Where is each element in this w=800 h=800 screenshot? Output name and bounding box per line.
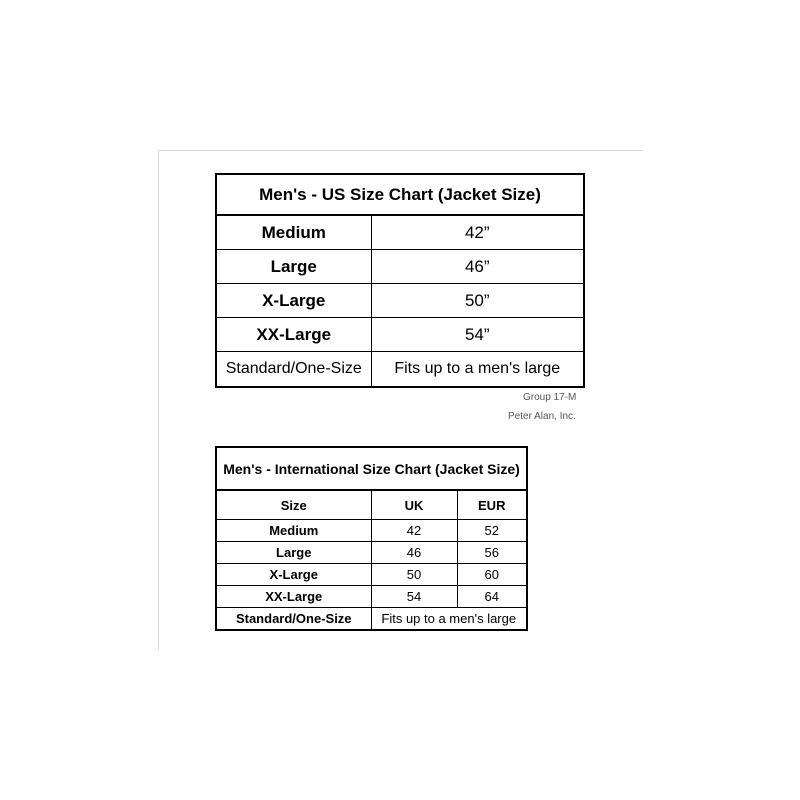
size-label: XX-Large (216, 586, 371, 608)
size-value: Fits up to a men's large (371, 352, 584, 388)
size-label: Medium (216, 215, 371, 250)
group-note: Group 17-M (523, 392, 577, 403)
us-size-chart (215, 173, 585, 388)
table-row (216, 318, 584, 352)
table-row (216, 586, 527, 608)
frame-top-border (158, 150, 642, 151)
size-value: 50” (371, 284, 584, 318)
eur-value: 60 (457, 564, 527, 586)
table-row (216, 284, 584, 318)
uk-value: 50 (371, 564, 457, 586)
size-label: Standard/One-Size (216, 352, 371, 388)
company-note: Peter Alan, Inc. (508, 411, 576, 422)
frame-left-border (158, 150, 159, 650)
table-row (216, 520, 527, 542)
eur-value: 52 (457, 520, 527, 542)
size-label: Standard/One-Size (216, 608, 371, 631)
table-row (216, 608, 527, 631)
uk-value: 46 (371, 542, 457, 564)
fit-note: Fits up to a men's large (371, 608, 527, 631)
column-header-size: Size (216, 490, 371, 520)
table-row (216, 352, 584, 388)
size-value: 54” (371, 318, 584, 352)
size-label: Large (216, 542, 371, 564)
size-label: Large (216, 250, 371, 284)
uk-value: 54 (371, 586, 457, 608)
intl-chart-title: Men's - International Size Chart (Jacket Size) (216, 447, 527, 490)
table-row (216, 250, 584, 284)
size-value: 46” (371, 250, 584, 284)
size-label: X-Large (216, 284, 371, 318)
column-header-eur: EUR (457, 490, 527, 520)
table-row (216, 215, 584, 250)
eur-value: 64 (457, 586, 527, 608)
table-row (216, 542, 527, 564)
uk-value: 42 (371, 520, 457, 542)
table-row (216, 564, 527, 586)
size-value: 42” (371, 215, 584, 250)
us-chart-title: Men's - US Size Chart (Jacket Size) (216, 174, 584, 215)
international-size-chart (215, 446, 528, 631)
eur-value: 56 (457, 542, 527, 564)
column-header-uk: UK (371, 490, 457, 520)
size-label: XX-Large (216, 318, 371, 352)
size-label: Medium (216, 520, 371, 542)
size-label: X-Large (216, 564, 371, 586)
header-row (216, 490, 527, 520)
